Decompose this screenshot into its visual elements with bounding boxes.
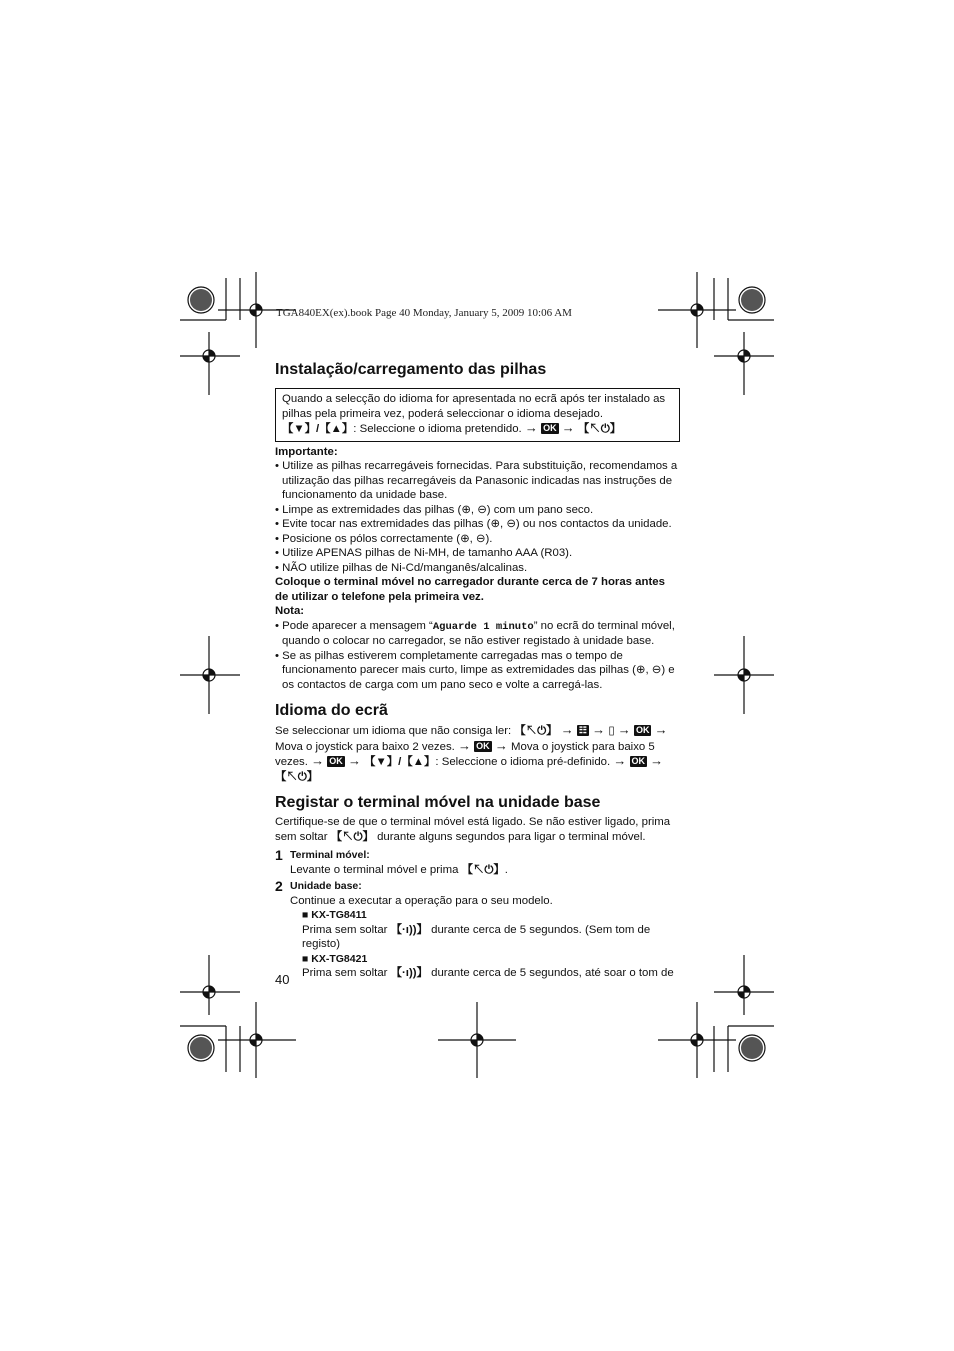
model-label: ■ KX-TG8411	[302, 909, 367, 921]
arrow-icon: →	[524, 420, 538, 435]
step-1: 1 Terminal móvel: Levante o terminal móvel e prima 【↖⏻】.	[275, 848, 680, 877]
section-title-language: Idioma do ecrã	[275, 702, 388, 719]
arrow-icon: →	[654, 722, 668, 737]
off-key-icon: 【↖⏻】	[461, 863, 505, 876]
list-item: • NÃO utilize pilhas de Ni-Cd/manganês/alcalinas.	[275, 561, 528, 574]
language-select-box	[275, 388, 680, 442]
list-item: • Posicione os pólos correctamente (⊕, ⊖).	[275, 532, 493, 545]
list-item: • Utilize APENAS pilhas de Ni-MH, de tamanho AAA (R03).	[275, 547, 573, 559]
off-key-icon: 【↖⏻】	[275, 770, 319, 783]
page-content	[275, 360, 680, 981]
box-text: Quando a selecção do idioma for apresentada no ecrã após ter instalado as pilhas pela primeira vez, poderá seleccionar o idioma desejado.	[282, 393, 666, 420]
arrow-icon: →	[613, 753, 627, 768]
model-label: ■ KX-TG8421	[302, 952, 368, 965]
step-text: Levante o terminal móvel e prima 【↖⏻】.	[290, 863, 508, 876]
important-label: Importante:	[275, 445, 338, 458]
arrow-icon: →	[347, 753, 361, 768]
step-label: Unidade base:	[290, 880, 362, 892]
arrow-icon: →	[617, 722, 631, 737]
locator-key-icon: 【·ı))】	[390, 967, 428, 979]
model-instruction: Prima sem soltar 【·ı))】 durante cerca de 5 segundos, até soar o tom de	[302, 967, 674, 979]
arrow-icon: →	[560, 722, 574, 737]
list-item: • Se as pilhas estiverem completamente carregadas mas o tempo de funcionamento parecer mais curto, limpe as extremidades das pilhas (⊕, ⊖) e os contactos de carga com um pano seco e volte a carregá-las.	[275, 649, 675, 691]
page-number: 40	[275, 972, 290, 987]
step-label: Terminal móvel:	[290, 849, 370, 861]
model-instruction: Prima sem soltar 【·ı))】 durante cerca de 5 segundos. (Sem tom de registo)	[302, 923, 651, 950]
locator-key-icon: 【·ı))】	[390, 923, 428, 936]
nota-list	[275, 619, 680, 693]
list-item: • Utilize as pilhas recarregáveis fornecidas. Para substituição, recomendamos a utilização das pilhas recarregáveis da Panasonic indicadas nas instruções de funcionamento da unidade base.	[275, 460, 678, 501]
ok-icon: OK	[329, 756, 343, 766]
up-down-keys: 【▼】/【▲】	[282, 423, 354, 435]
list-item: • Pode aparecer a mensagem “Aguarde 1 minuto” no ecrã do terminal móvel, quando o colocar no carregador, se não estiver registado à unidade base.	[275, 619, 675, 647]
print-header: TGA840EX(ex).book Page 40 Monday, January 5, 2009 10:06 AM	[276, 307, 572, 319]
language-instructions: Se seleccionar um idioma que não consiga ler: 【↖⏻】 → ☷ → ▯ → OK → Mova o joystick para baixo 2 vezes. → OK → Mova o joystick para baixo 5 vezes. → OK → 【▼】/【▲】: Seleccione o idioma pré-definido. → OK → 【↖⏻】	[275, 722, 668, 783]
step-text: Continue a executar a operação para o seu modelo.	[290, 894, 553, 907]
arrow-icon: →	[494, 737, 508, 753]
off-key-icon: 【↖⏻】	[330, 830, 374, 843]
off-key-icon: 【↖⏻】	[577, 423, 622, 435]
list-item: • Evite tocar nas extremidades das pilhas (⊕, ⊖) ou nos contactos da unidade.	[275, 518, 672, 530]
ok-icon: OK	[635, 725, 650, 735]
display-message: Aguarde 1 minuto	[432, 620, 534, 633]
charge-note: Coloque o terminal móvel no carregador durante cerca de 7 horas antes de utilizar o telefone pela primeira vez.	[275, 576, 665, 603]
handset-icon: ▯	[608, 725, 615, 737]
section-title-batteries: Instalação/carregamento das pilhas	[275, 361, 547, 378]
off-key-icon: 【↖⏻】	[514, 725, 558, 737]
ok-icon: OK	[476, 740, 490, 751]
section-title-register: Registar o terminal móvel na unidade base	[275, 794, 601, 811]
arrow-icon: →	[457, 737, 471, 753]
arrow-icon: →	[592, 722, 606, 737]
nota-label: Nota:	[275, 605, 305, 617]
arrow-icon: →	[311, 753, 325, 768]
ok-icon: OK	[543, 423, 557, 433]
box-instruction: 【▼】/【▲】: Seleccione o idioma pretendido. → OK → 【↖⏻】	[282, 420, 622, 435]
important-list	[275, 459, 680, 575]
menu-icon: ☷	[578, 725, 587, 735]
arrow-icon: →	[650, 753, 664, 768]
arrow-icon: →	[561, 420, 575, 435]
list-item: • Limpe as extremidades das pilhas (⊕, ⊖) com um pano seco.	[275, 503, 594, 516]
step-2: 2 Unidade base: Continue a executar a operação para o seu modelo. ■ KX-TG8411 Prima sem soltar 【·ı))】 durante cerca de 5 segundos. (Sem tom de registo) ■ KX-TG8421 Prima sem soltar 【·ı))】 durante cerca de 5 segundos, até soar o tom de	[275, 879, 680, 981]
ok-icon: OK	[631, 756, 645, 766]
register-intro: Certifique-se de que o terminal móvel está ligado. Se não estiver ligado, prima sem soltar 【↖⏻】 durante alguns segundos para ligar o terminal móvel.	[275, 816, 671, 843]
up-down-keys: 【▼】/【▲】	[364, 756, 436, 768]
